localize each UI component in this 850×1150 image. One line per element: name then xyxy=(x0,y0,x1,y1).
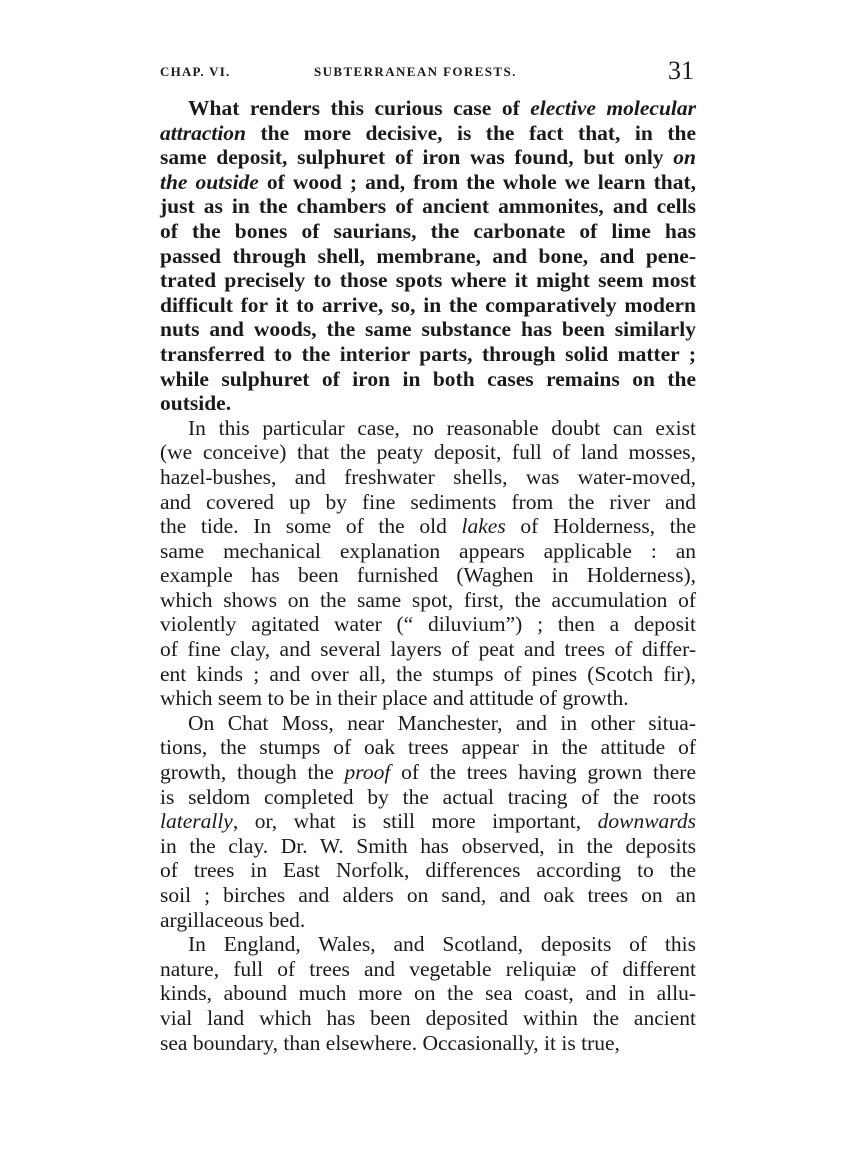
text-line: ent kinds ; and over all, the stumps of pines (Scotch fir), xyxy=(160,661,696,686)
text-line: which shows on the same spot, first, the accumulation of xyxy=(160,587,696,612)
text-line: (we conceive) that the peaty deposit, full of land mosses, xyxy=(160,440,696,465)
text-line: same mechanical explanation appears applicable : an xyxy=(160,538,696,563)
paragraph xyxy=(160,932,696,1055)
book-page xyxy=(160,56,696,1055)
text-line: in the clay. Dr. W. Smith has observed, in the deposits xyxy=(160,833,696,858)
text-line: trated precisely to those spots where it might seem most xyxy=(160,268,696,293)
text-line: the outside of wood ; and, from the whole we learn that, xyxy=(160,169,696,194)
text-line: while sulphuret of iron in both cases remains on the xyxy=(160,366,696,391)
text-line: In England, Wales, and Scotland, deposits of this xyxy=(188,932,696,957)
text-line: On Chat Moss, near Manchester, and in other situa- xyxy=(188,710,696,735)
paragraph xyxy=(160,96,696,416)
text-line: passed through shell, membrane, and bone, and pene- xyxy=(160,243,696,268)
text-line: the tide. In some of the old lakes of Holderness, the xyxy=(160,514,696,539)
text-line: laterally, or, what is still more important, downwards xyxy=(160,809,696,834)
text-line: which seem to be in their place and attitude of growth. xyxy=(160,686,629,711)
paragraph xyxy=(160,416,696,711)
running-title: SUBTERRANEAN FORESTS. xyxy=(314,64,517,79)
text-line: same deposit, sulphuret of iron was found, but only on xyxy=(160,145,696,170)
body-text xyxy=(160,96,696,1055)
text-line: nuts and woods, the same substance has been similarly xyxy=(160,317,696,342)
text-line: and covered up by fine sediments from the river and xyxy=(160,489,696,514)
chapter-label: CHAP. VI. xyxy=(160,64,231,79)
text-line: is seldom completed by the actual tracing of the roots xyxy=(160,784,696,809)
text-line: kinds, abound much more on the sea coast, and in allu- xyxy=(160,981,696,1006)
text-line: of trees in East Norfolk, differences according to the xyxy=(160,858,696,883)
paragraph xyxy=(160,711,696,932)
text-line: tions, the stumps of oak trees appear in the attitude of xyxy=(160,735,696,760)
text-line: hazel-bushes, and freshwater shells, was water-moved, xyxy=(160,464,696,489)
text-line: sea boundary, than elsewhere. Occasionally, it is true, xyxy=(160,1030,620,1055)
text-line: vial land which has been deposited within the ancient xyxy=(160,1005,696,1030)
text-line: soil ; birches and alders on sand, and oak trees on an xyxy=(160,883,696,907)
text-line: of the bones of saurians, the carbonate of lime has xyxy=(160,218,696,243)
text-line: In this particular case, no reasonable doubt can exist xyxy=(188,415,696,440)
text-line: attraction the more decisive, is the fact that, in the xyxy=(160,120,696,145)
text-line: just as in the chambers of ancient ammonites, and cells xyxy=(160,194,696,219)
text-line: example has been furnished (Waghen in Holderness), xyxy=(160,563,696,588)
text-line: transferred to the interior parts, through solid matter ; xyxy=(160,341,696,366)
text-line: What renders this curious case of elective molecular xyxy=(188,96,697,120)
text-line: argillaceous bed. xyxy=(160,907,306,932)
text-line: difficult for it to arrive, so, in the comparatively modern xyxy=(160,292,696,317)
text-line: of fine clay, and several layers of peat and trees of differ- xyxy=(160,637,696,662)
page-number: 31 xyxy=(668,56,694,85)
text-line: nature, full of trees and vegetable reliquiæ of different xyxy=(160,956,696,981)
text-line: outside. xyxy=(160,391,232,416)
text-line: violently agitated water (“ diluvium”) ; then a deposit xyxy=(160,612,696,637)
text-line: growth, though the proof of the trees having grown there xyxy=(160,760,696,785)
running-head xyxy=(160,56,696,96)
